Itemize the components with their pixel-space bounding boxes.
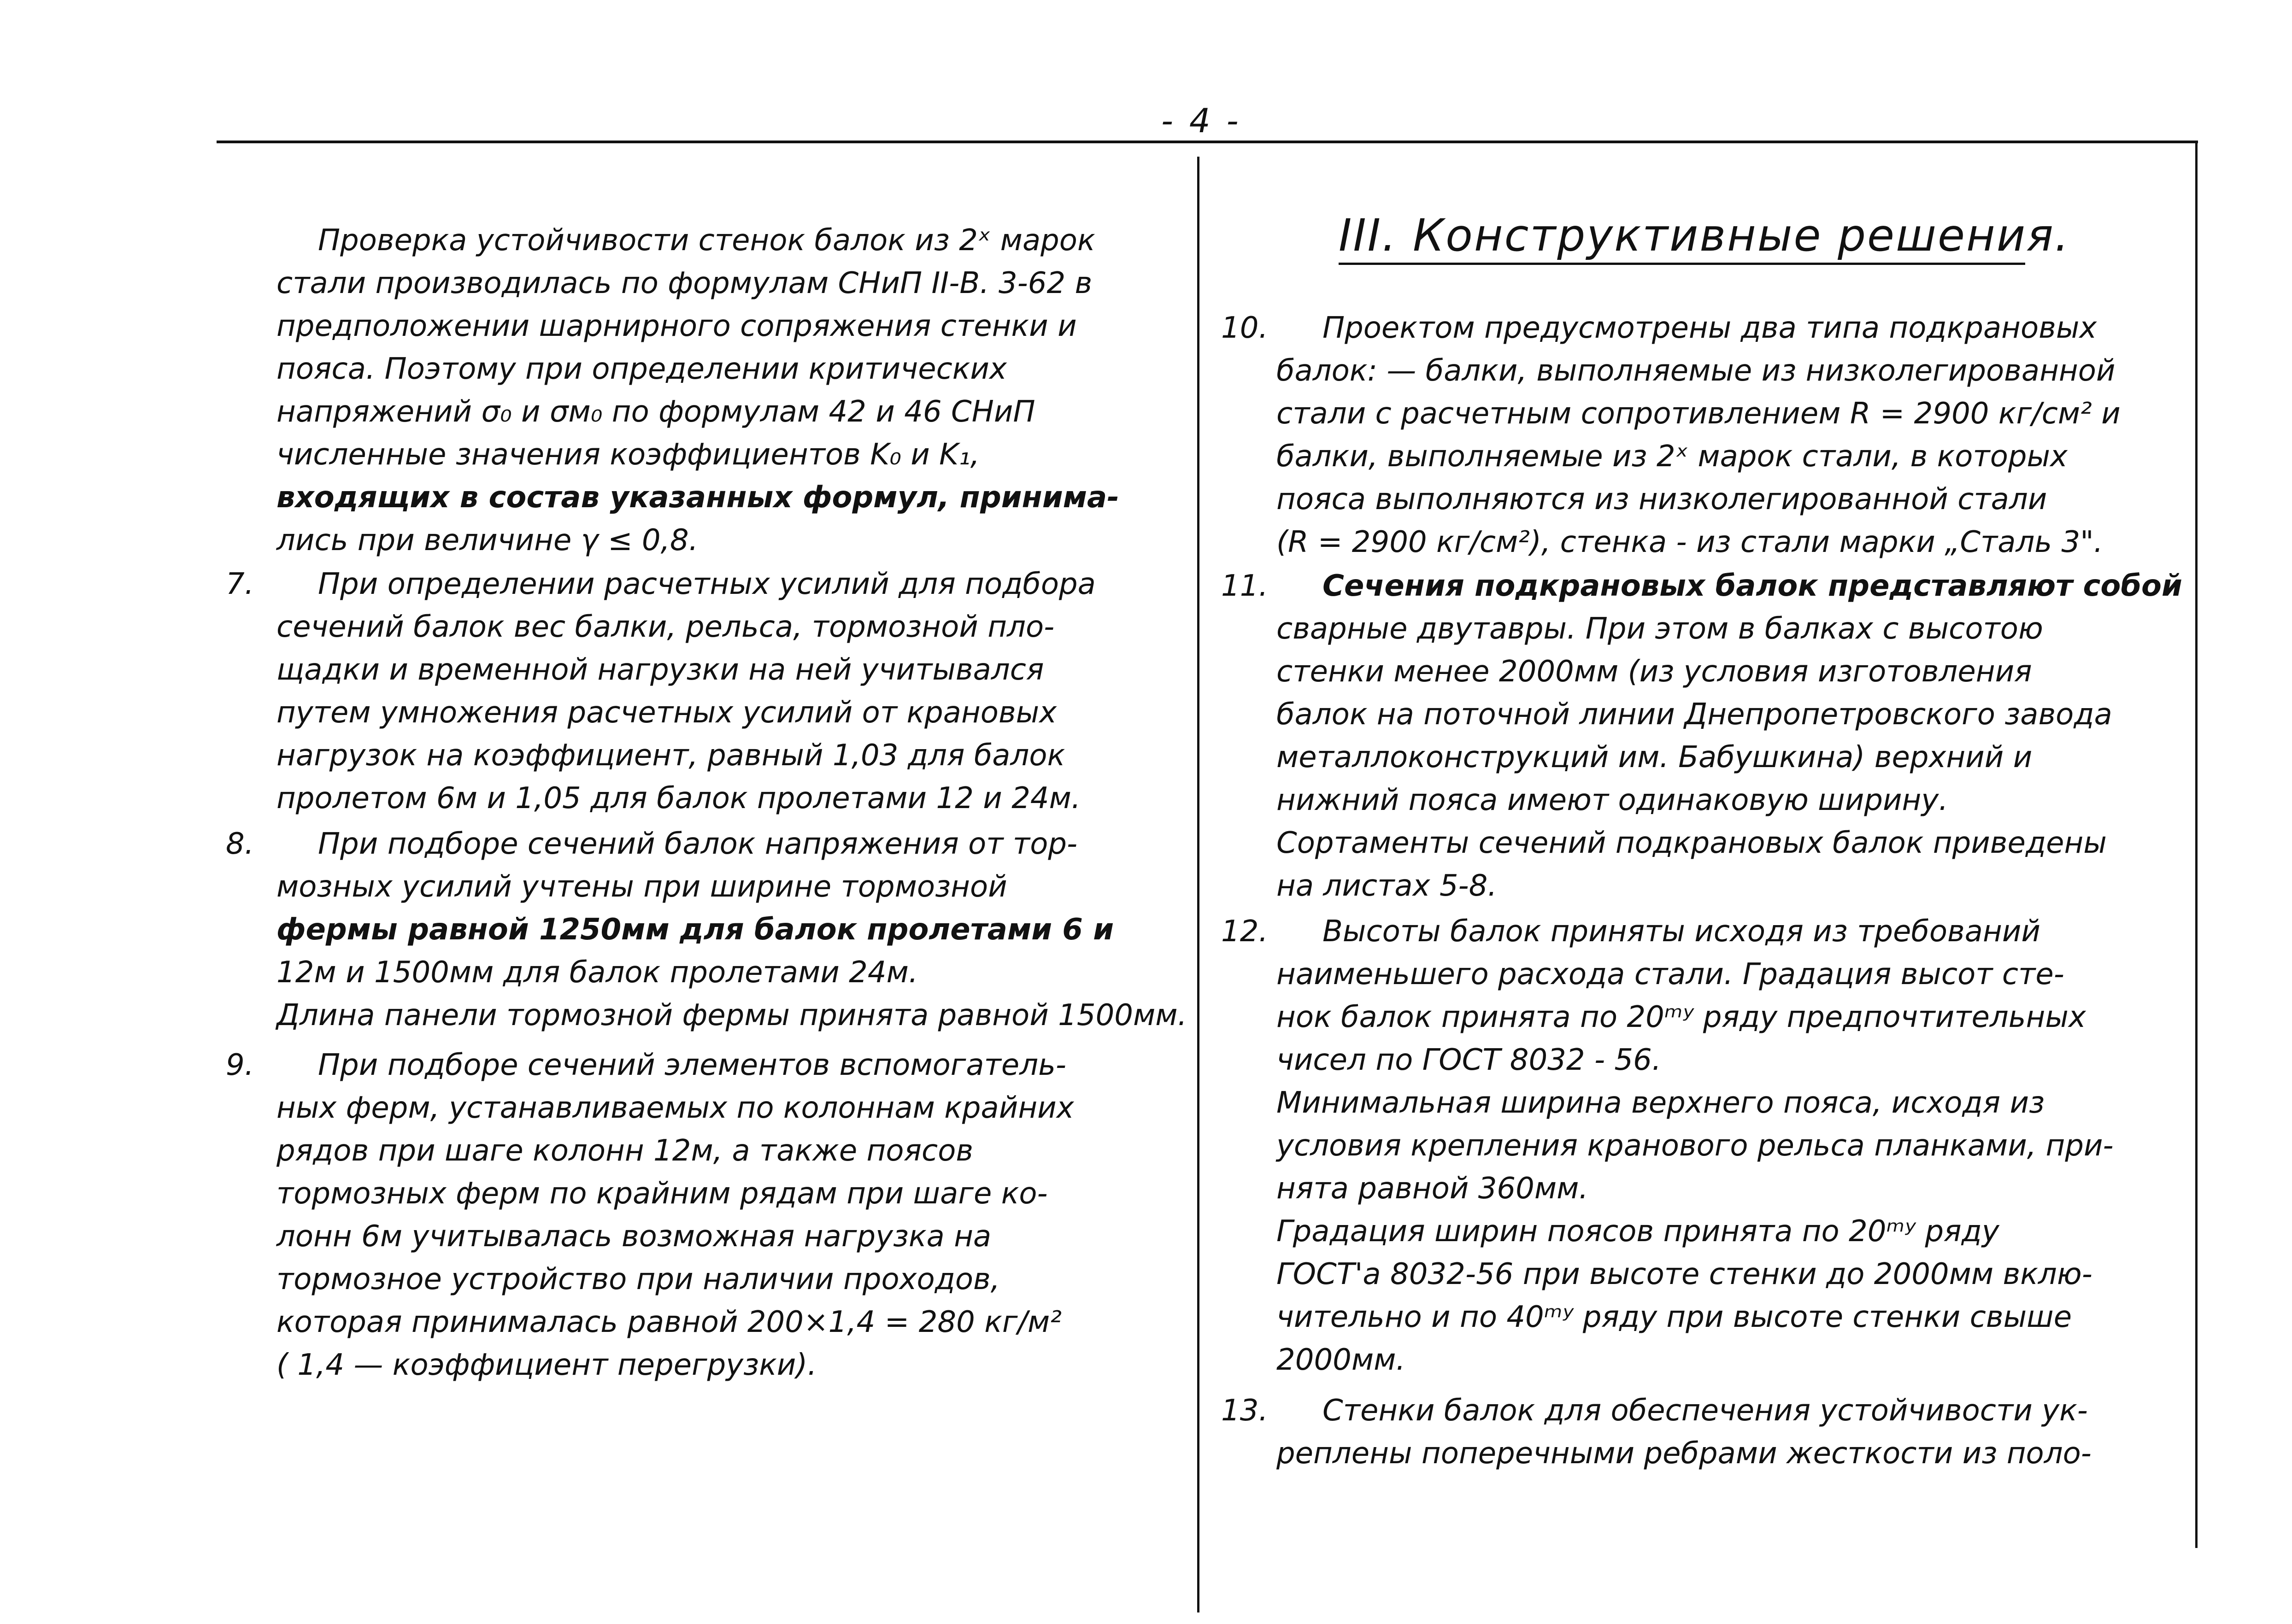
text-line: При подборе сечений балок напряжения от тор- [318,827,1078,861]
text-line: Высоты балок приняты исходя из требований [1322,915,2040,949]
text-line: нагрузок на коэффициент, равный 1,03 для балок [276,739,1065,773]
text-line: При определении расчетных усилий для подбора [318,567,1096,601]
text-line: сварные двутавры. При этом в балках с высотою [1276,612,2043,646]
text-line: Сечения подкрановых балок представляют собой [1322,569,2182,603]
text-line: нята равной 360мм. [1276,1172,1588,1206]
item-number: 11. [1221,569,1268,603]
text-line: Проверка устойчивости стенок балок из 2ˣ марок [318,223,1095,258]
text-line: пояса. Поэтому при определении критических [276,352,1007,386]
text-line: (R = 2900 кг/см²), стенка - из стали марки „Сталь 3". [1276,525,2103,559]
text-line: нижний пояса имеют одинаковую ширину. [1276,783,1948,817]
text-line: условия крепления кранового рельса планками, при- [1276,1129,2114,1163]
text-line: чисел по ГОСТ 8032 - 56. [1276,1043,1662,1077]
text-line: на листах 5-8. [1276,869,1497,903]
item-number: 13. [1221,1394,1268,1428]
text-line: ( 1,4 — коэффициент перегрузки). [276,1348,817,1382]
text-line: Минимальная ширина верхнего пояса, исходя из [1276,1086,2045,1120]
item-number: 8. [226,827,254,861]
item-number: 10. [1221,311,1268,345]
item-number: 12. [1221,915,1268,949]
text-line: Сортаменты сечений подкрановых балок приведены [1276,826,2107,860]
text-line: фермы равной 1250мм для балок пролетами 6 и [276,913,1114,947]
text-line: которая принималась равной 200×1,4 = 280 кг/м² [276,1305,1062,1339]
text-line: нок балок принята по 20ᵐʸ ряду предпочтительных [1276,1000,2086,1034]
section-heading: III. Конструктивные решения. [1339,210,2070,261]
text-line: стали производилась по формулам СНиП II-В. 3-62 в [276,266,1093,300]
text-line: сечений балок вес балки, рельса, тормозной пло- [276,610,1055,644]
text-line: 12м и 1500мм для балок пролетами 24м. [276,956,918,990]
text-line: реплены поперечными ребрами жесткости из поло- [1276,1436,2092,1471]
text-line: Градация ширин поясов принята по 20ᵐʸ ряду [1276,1214,1999,1249]
text-line: тормозных ферм по крайним рядам при шаге ко- [276,1177,1048,1211]
text-line: балок на поточной линии Днепропетровского завода [1276,698,2112,732]
text-line: Стенки балок для обеспечения устойчивости ук- [1322,1394,2088,1428]
heading-underline [1339,263,2025,265]
text-line: наименьшего расхода стали. Градация высот сте- [1276,957,2064,991]
text-line: ных ферм, устанавливаемых по колоннам крайних [276,1091,1074,1125]
text-line: балки, выполняемые из 2ˣ марок стали, в которых [1276,440,2068,474]
column-divider [1197,157,1199,1612]
text-line: лонн 6м учитывалась возможная нагрузка на [276,1219,992,1254]
text-line: рядов при шаге колонн 12м, а также поясов [276,1134,974,1168]
text-line: чительно и по 40ᵐʸ ряду при высоте стенки свыше [1276,1300,2072,1334]
item-number: 7. [226,567,254,601]
text-line: предположении шарнирного сопряжения стенки и [276,309,1077,343]
text-line: Проектом предусмотрены два типа подкрановых [1322,311,2097,345]
text-line: пролетом 6м и 1,05 для балок пролетами 12 и 24м. [276,781,1081,815]
text-line: стенки менее 2000мм (из условия изготовления [1276,655,2032,689]
page-number: - 4 - [1161,101,1241,140]
text-line: численные значения коэффициентов K₀ и K₁, [276,438,980,472]
item-number: 9. [226,1048,254,1082]
text-line: Длина панели тормозной фермы принята равной 1500мм. [276,998,1187,1032]
text-line: При подборе сечений элементов вспомогатель- [318,1048,1066,1082]
text-line: входящих в состав указанных формул, принима- [276,481,1119,515]
text-line: ГОСТ'а 8032-56 при высоте стенки до 2000мм вклю- [1276,1257,2092,1291]
text-line: мозных усилий учтены при ширине тормозной [276,870,1007,904]
text-line: стали с расчетным сопротивлением R = 2900 кг/см² и [1276,397,2121,431]
text-line: тормозное устройство при наличии проходов, [276,1262,1000,1296]
text-line: пояса выполняются из низколегированной стали [1276,482,2047,516]
text-line: путем умножения расчетных усилий от крановых [276,696,1057,730]
text-line: металлоконструкций им. Бабушкина) верхний и [1276,740,2033,774]
text-line: щадки и временной нагрузки на ней учитывался [276,653,1044,687]
text-line: напряжений σ₀ и σм₀ по формулам 42 и 46 СНиП [276,395,1035,429]
text-line: 2000мм. [1276,1343,1405,1377]
text-line: лись при величине γ ≤ 0,8. [276,523,699,557]
text-line: балок: — балки, выполняемые из низколегированной [1276,354,2116,388]
top-rule [217,141,2198,143]
right-border [2195,143,2198,1548]
